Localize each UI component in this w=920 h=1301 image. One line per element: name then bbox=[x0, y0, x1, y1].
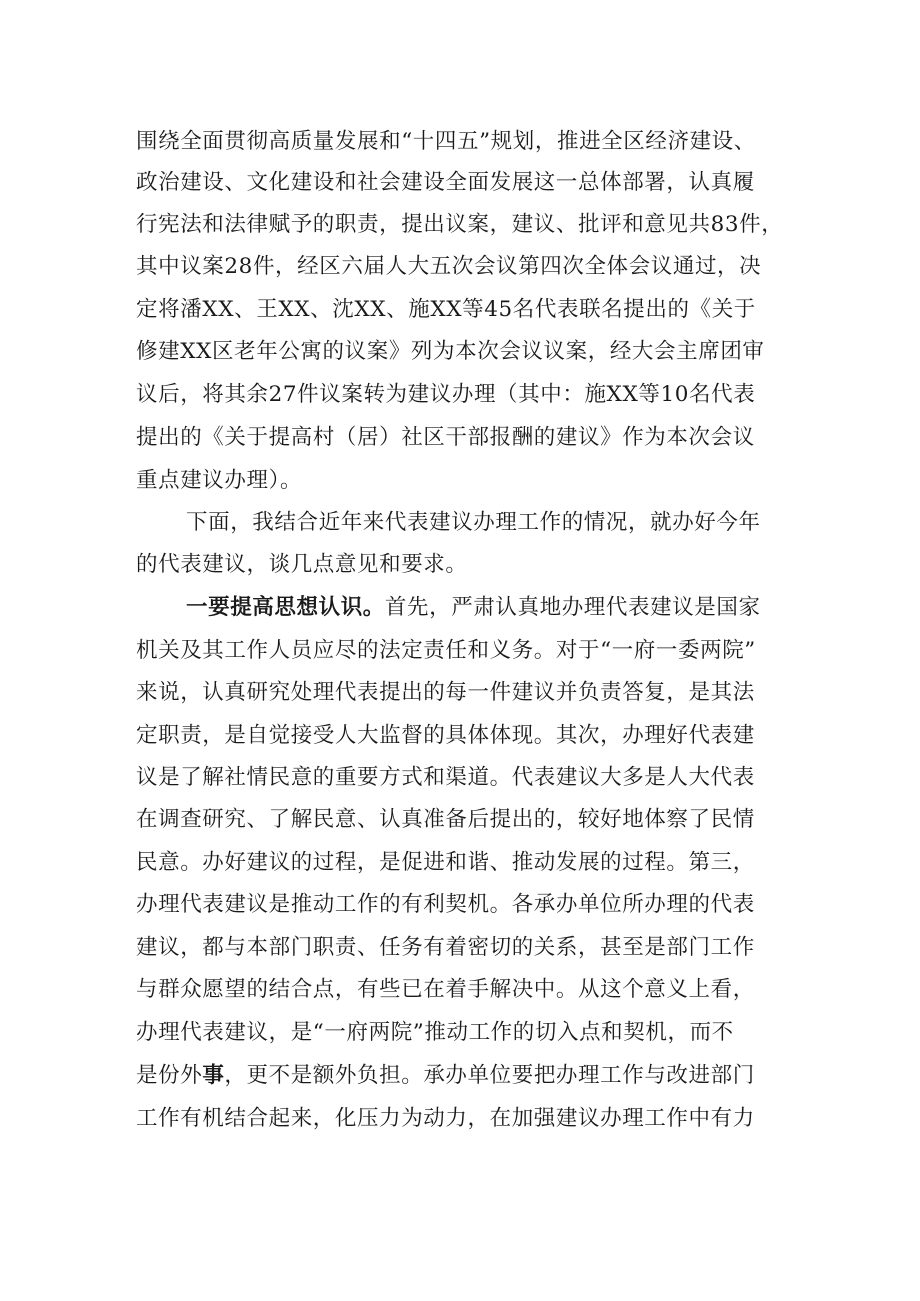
text-segment: 行宪法和法律赋予的职责，提出议案，建议、批评和意见共83件， bbox=[136, 212, 784, 237]
text-line bbox=[186, 503, 761, 543]
text-segment: 与群众愿望的结合点，有些已在着手解决中。从这个意义上看， bbox=[136, 977, 755, 1002]
text-segment: 工作有机结合起来，化压力为动力，在加强建议办理工作中有力 bbox=[136, 1106, 755, 1131]
text-line bbox=[136, 163, 755, 203]
text-line bbox=[136, 631, 756, 671]
text-line bbox=[136, 716, 755, 756]
text-segment: 议后，将其余27件议案转为建议办理（其中：施XX等10名代表 bbox=[136, 382, 756, 407]
bold-text-segment: 事 bbox=[202, 1063, 225, 1088]
text-segment: 下面，我结合近年来代表建议办理工作的情况，就办好今年 bbox=[186, 510, 761, 535]
text-line bbox=[136, 418, 755, 458]
text-segment: 围绕全面贯彻高质量发展和“十四五”规划，推进全区经济建设、 bbox=[136, 129, 756, 154]
text-line bbox=[136, 885, 755, 925]
text-segment: 来说，认真研究处理代表提出的每一件建议并负责答复，是其法 bbox=[136, 680, 755, 705]
text-line bbox=[186, 588, 761, 628]
text-line bbox=[136, 1099, 755, 1139]
text-line bbox=[136, 758, 755, 798]
text-segment: 提出的《关于提高村（居）社区干部报酬的建议》作为本次会议 bbox=[136, 425, 755, 450]
text-line bbox=[136, 1013, 734, 1053]
text-segment: 民意。办好建议的过程，是促进和谐、推动发展的过程。第三， bbox=[136, 850, 755, 875]
text-segment: 其中议案28件，经区六届人大五次会议第四次全体会议通过，决 bbox=[136, 254, 762, 279]
text-segment: 定将潘XX、王XX、沈XX、施XX等45名代表联名提出的《关于 bbox=[136, 297, 756, 322]
text-segment: 修建XX区老年公寓的议案》列为本次会议议案，经大会主席团审 bbox=[136, 339, 765, 364]
text-segment: 重点建议办理）。 bbox=[136, 468, 303, 493]
text-segment: 议是了解社情民意的重要方式和渠道。代表建议大多是人大代表 bbox=[136, 765, 755, 790]
text-line bbox=[136, 545, 468, 585]
text-segment: 建议，都与本部门职责、任务有着密切的关系，甚至是部门工作 bbox=[136, 935, 755, 960]
text-line bbox=[136, 205, 783, 245]
text-segment: 办理代表建议是推动工作的有利契机。各承办单位所办理的代表 bbox=[136, 892, 755, 917]
text-segment: 定职责，是自觉接受人大监督的具体体现。其次，办理好代表建 bbox=[136, 723, 755, 748]
text-line bbox=[136, 247, 761, 287]
text-segment: 办理代表建议，是“一府两院”推动工作的切入点和契机，而不 bbox=[136, 1020, 734, 1045]
text-line bbox=[136, 332, 765, 372]
text-line bbox=[136, 970, 755, 1010]
text-line bbox=[136, 461, 302, 501]
text-line bbox=[136, 290, 756, 330]
text-line bbox=[136, 843, 755, 883]
text-line bbox=[136, 928, 755, 968]
text-segment: 政治建设、文化建设和社会建设全面发展这一总体部署，认真履 bbox=[136, 170, 755, 195]
text-line bbox=[136, 673, 755, 713]
text-segment: 在调查研究、了解民意、认真准备后提出的，较好地体察了民情 bbox=[136, 807, 755, 832]
text-segment: ，更不是额外负担。承办单位要把办理工作与改进部门 bbox=[224, 1063, 755, 1088]
text-segment: 机关及其工作人员应尽的法定责任和义务。对于“一府一委两院” bbox=[136, 638, 756, 663]
text-line bbox=[136, 800, 755, 840]
text-line bbox=[136, 1056, 755, 1096]
text-segment: 是份外 bbox=[136, 1063, 203, 1088]
text-line bbox=[136, 375, 755, 415]
text-line bbox=[136, 122, 756, 162]
text-segment: 的代表建议，谈几点意见和要求。 bbox=[136, 552, 468, 577]
text-segment: 首先，严肃认真地办理代表建议是国家 bbox=[384, 595, 761, 620]
bold-text-segment: 一要提高思想认识。 bbox=[186, 595, 385, 620]
